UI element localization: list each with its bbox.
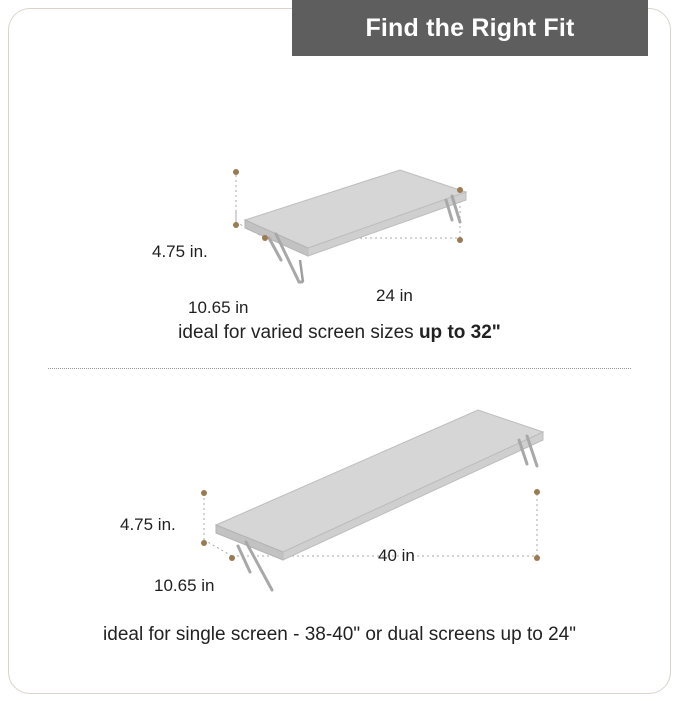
shelf-drawing-40in — [0, 380, 679, 620]
dimension-depth-40in: 10.65 in — [154, 576, 215, 595]
header-banner — [292, 0, 648, 56]
caption-24in-prefix: ideal for varied screen sizes — [178, 322, 419, 343]
caption-40in-prefix: ideal for single screen - 38-40" or dual screens up to 24" — [103, 624, 576, 645]
caption-40in — [0, 624, 679, 647]
product-section-24in — [0, 70, 679, 360]
product-illustration-24in — [0, 70, 679, 320]
dimension-width-24in: 24 in — [376, 286, 413, 305]
dimension-height-24in: 4.75 in. — [152, 242, 208, 261]
caption-24in-emphasis: up to 32" — [418, 322, 501, 343]
dimension-height-40in: 4.75 in. — [120, 515, 176, 534]
product-section-40in — [0, 380, 679, 680]
shelf-top-surface — [216, 410, 543, 552]
dimension-width-40in: 40 in — [378, 546, 415, 565]
dimension-depth-24in: 10.65 in — [188, 298, 249, 317]
shelf-drawing-24in — [0, 70, 679, 320]
caption-24in — [0, 322, 679, 345]
section-divider — [48, 368, 631, 369]
page-title: Find the Right Fit — [365, 13, 575, 42]
product-illustration-40in — [0, 380, 679, 620]
shelf-legs-secondary — [300, 260, 303, 282]
